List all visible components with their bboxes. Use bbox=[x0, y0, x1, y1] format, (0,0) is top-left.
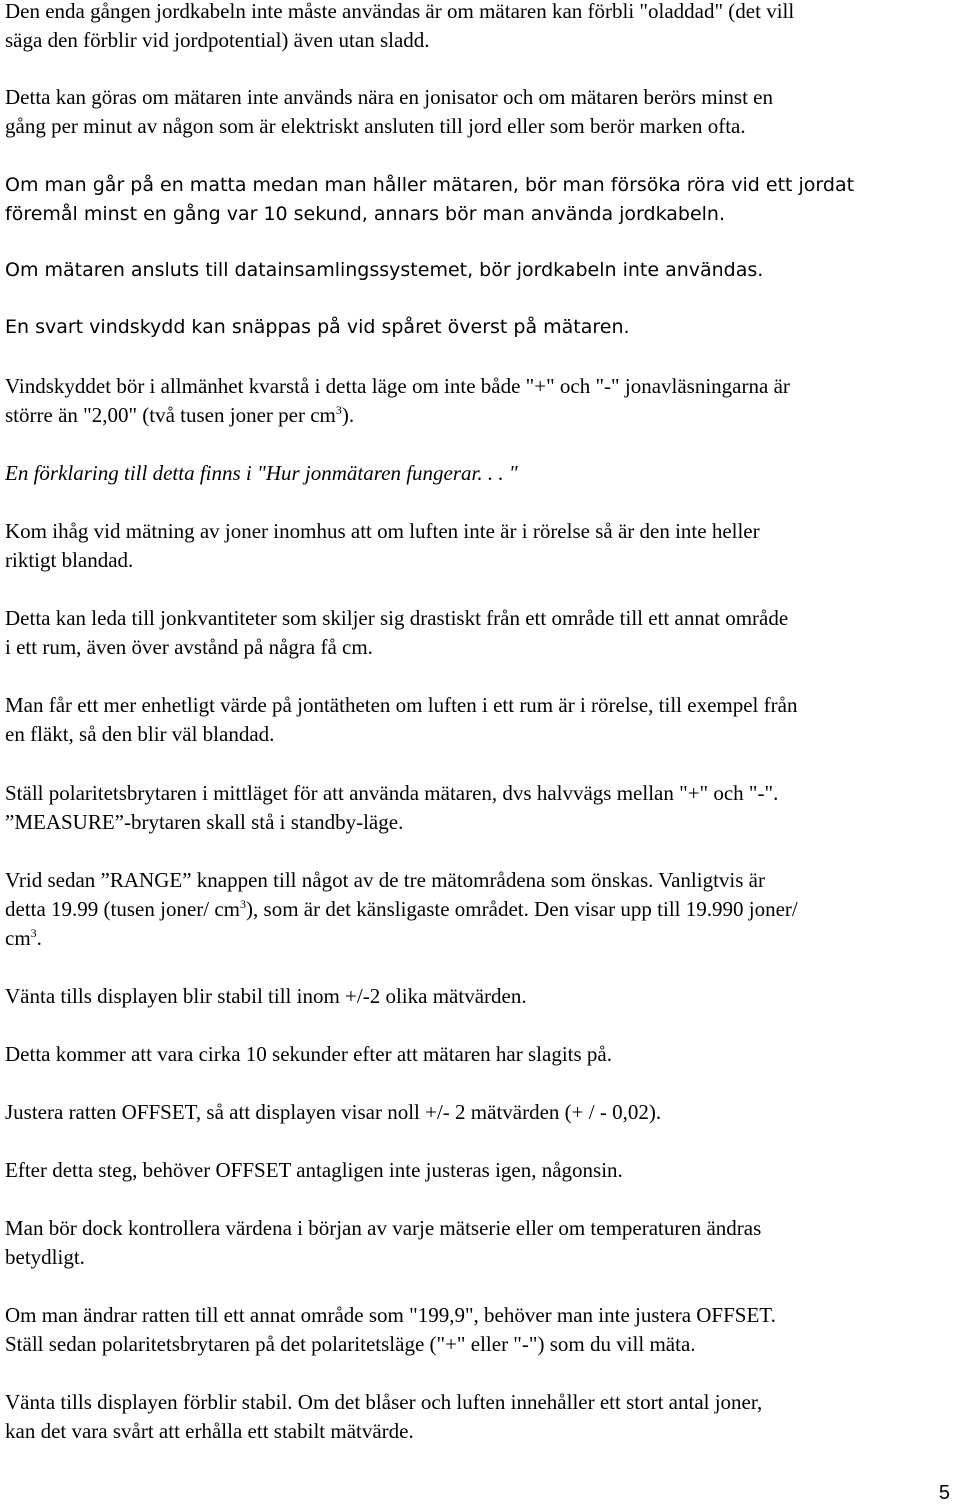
paragraph-18: Om man ändrar ratten till ett annat område som "199,9", behöver man inte justera OFFSET. Ställ sedan polaritetsbrytaren på det polaritetsläge ("+" eller "-") som du vill mäta. bbox=[5, 1303, 776, 1356]
paragraph-15: Justera ratten OFFSET, så att displayen visar noll +/- 2 mätvärden (+ / - 0,02). bbox=[5, 1100, 662, 1124]
paragraph-10: Man får ett mer enhetligt värde på jontätheten om luften i ett rum är i rörelse, till exempel från en fläkt, så den blir väl blandad. bbox=[5, 693, 798, 746]
paragraph-8: Kom ihåg vid mätning av joner inomhus att om luften inte är i rörelse så är den inte heller riktigt blandad. bbox=[5, 519, 760, 572]
paragraph-4: Om mätaren ansluts till datainsamlingssystemet, bör jordkabeln inte användas. bbox=[5, 259, 764, 281]
paragraph-3: Om man går på en matta medan man håller mätaren, bör man försöka röra vid ett jordat föremål minst en gång var 10 sekund, annars bör man använda jordkabeln. bbox=[5, 174, 855, 225]
paragraph-13: Vänta tills displayen blir stabil till inom +/-2 olika mätvärden. bbox=[5, 984, 527, 1008]
paragraph-14: Detta kommer att vara cirka 10 sekunder efter att mätaren har slagits på. bbox=[5, 1042, 612, 1066]
page-number: 5 bbox=[938, 1482, 950, 1504]
paragraph-5: En svart vindskydd kan snäppas på vid spåret överst på mätaren. bbox=[5, 316, 630, 338]
paragraph-17: Man bör dock kontrollera värdena i början av varje mätserie eller om temperaturen ändras betydligt. bbox=[5, 1216, 762, 1269]
paragraph-1: Den enda gången jordkabeln inte måste användas är om mätaren kan förbli "oladdad" (det vill säga den förblir vid jordpotential) även utan sladd. bbox=[5, 0, 795, 52]
paragraph-11: Ställ polaritetsbrytaren i mittläget för att använda mätaren, dvs halvvägs mellan "+" och "-". ”MEASURE”-brytaren skall stå i standby-läge. bbox=[5, 781, 779, 834]
paragraph-6: Vindskyddet bör i allmänhet kvarstå i detta läge om inte både "+" och "-" jonavläsningarna är större än "2,00" (två tusen joner per $cm^3$). bbox=[5, 374, 790, 427]
paragraph-9: Detta kan leda till jonkvantiteter som skiljer sig drastiskt från ett område till ett annat område i ett rum, även över avstånd på några få cm. bbox=[5, 606, 789, 659]
paragraph-19: Vänta tills displayen förblir stabil. Om det blåser och luften innehåller ett stort antal joner, kan det vara svårt att erhålla ett stabilt mätvärde. bbox=[5, 1390, 763, 1443]
paragraph-7-italic-note: En förklaring till detta finns i "Hur jonmätaren fungerar. . . " bbox=[5, 461, 518, 485]
paragraph-16: Efter detta steg, behöver OFFSET antagligen inte justeras igen, någonsin. bbox=[5, 1158, 623, 1182]
paragraph-12: Vrid sedan ”RANGE” knappen till något av de tre mätområdena som önskas. Vanligtvis är detta 19.99 (tusen joner/ $cm^3$), som är det känsligaste området. Den visar upp till 19.990 joner/ $cm^3$. bbox=[5, 868, 798, 950]
paragraph-2: Detta kan göras om mätaren inte används nära en jonisator och om mätaren berörs minst en gång per minut av någon som är elektriskt ansluten till jord eller som berör marken ofta. bbox=[5, 85, 773, 138]
